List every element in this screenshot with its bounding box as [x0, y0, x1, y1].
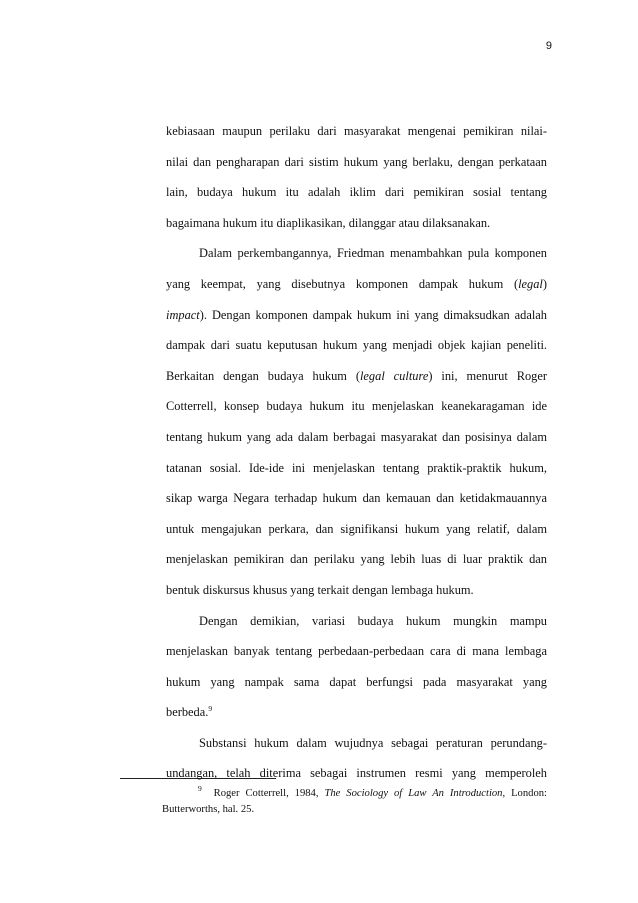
italic-term: legal culture [359, 368, 429, 383]
text-line: yang keempat, yang disebutnya komponen dampak hukum (legal) [166, 276, 547, 291]
text-line: berbeda.$^9$ [166, 704, 213, 720]
footnote-line: $^9$ Roger Cotterrell, 1984, The Sociology of Law An Introduction, London: [198, 784, 547, 799]
italic-term: impact [166, 307, 200, 322]
italic-term: legal [518, 276, 543, 291]
footnote-line: Butterworths, hal. 25. [162, 804, 255, 815]
text-line: Cotterrell, konsep budaya hukum itu menjelaskan keanekaragaman ide [166, 399, 547, 414]
text-line: impact). Dengan komponen dampak hukum ini yang dimaksudkan adalah [166, 307, 547, 322]
text-line: bentuk diskursus khusus yang terkait dengan lembaga hukum. [166, 582, 474, 597]
text-line: menjelaskan pemikiran dan perilaku yang lebih luas di luar praktik dan [166, 552, 547, 567]
text-line: lain, budaya hukum itu adalah iklim dari pemikiran sosial tentang [166, 185, 547, 200]
text-line: nilai dan pengharapan dari sistim hukum yang berlaku, dengan perkataan [166, 154, 547, 169]
text-line: undangan, telah diterima sebagai instrumen resmi yang memperoleh [166, 766, 547, 781]
text-line: menjelaskan banyak tentang perbedaan-perbedaan cara di mana lembaga [166, 644, 547, 659]
text-line: hukum yang nampak sama dapat berfungsi pada masyarakat yang [166, 674, 547, 689]
text-line: untuk mengajukan perkara, dan signifikansi hukum yang relatif, dalam [166, 521, 547, 536]
footnote-divider [120, 778, 276, 779]
text-line: tatanan sosial. Ide-ide ini menjelaskan tentang praktik-praktik hukum, [166, 460, 547, 475]
footnote-reference: 9 [208, 704, 213, 714]
footnote [162, 786, 547, 818]
page-number: 9 [545, 40, 552, 52]
footnote-marker: 9 [198, 784, 202, 793]
text-line: tentang hukum yang ada dalam berbagai masyarakat dan posisinya dalam [166, 429, 547, 444]
footnote-title: The Sociology of Law An Introduction [324, 788, 503, 799]
body-text [166, 116, 547, 789]
text-line: Berkaitan dengan budaya hukum (legal culture) ini, menurut Roger [166, 368, 547, 383]
text-line: dampak dari suatu keputusan hukum yang menjadi objek kajian peneliti. [166, 338, 547, 353]
text-line: kebiasaan maupun perilaku dari masyarakat mengenai pemikiran nilai- [166, 124, 547, 138]
paragraph-start-line: Substansi hukum dalam wujudnya sebagai peraturan perundang- [199, 735, 547, 750]
paragraph-start-line: Dalam perkembangannya, Friedman menambahkan pula komponen [199, 246, 547, 261]
text-line: bagaimana hukum itu diaplikasikan, dilanggar atau dilaksanakan. [166, 215, 491, 230]
text-line: sikap warga Negara terhadap hukum dan kemauan dan ketidakmauannya [166, 491, 547, 506]
paragraph-start-line: Dengan demikian, variasi budaya hukum mungkin mampu [199, 613, 547, 628]
